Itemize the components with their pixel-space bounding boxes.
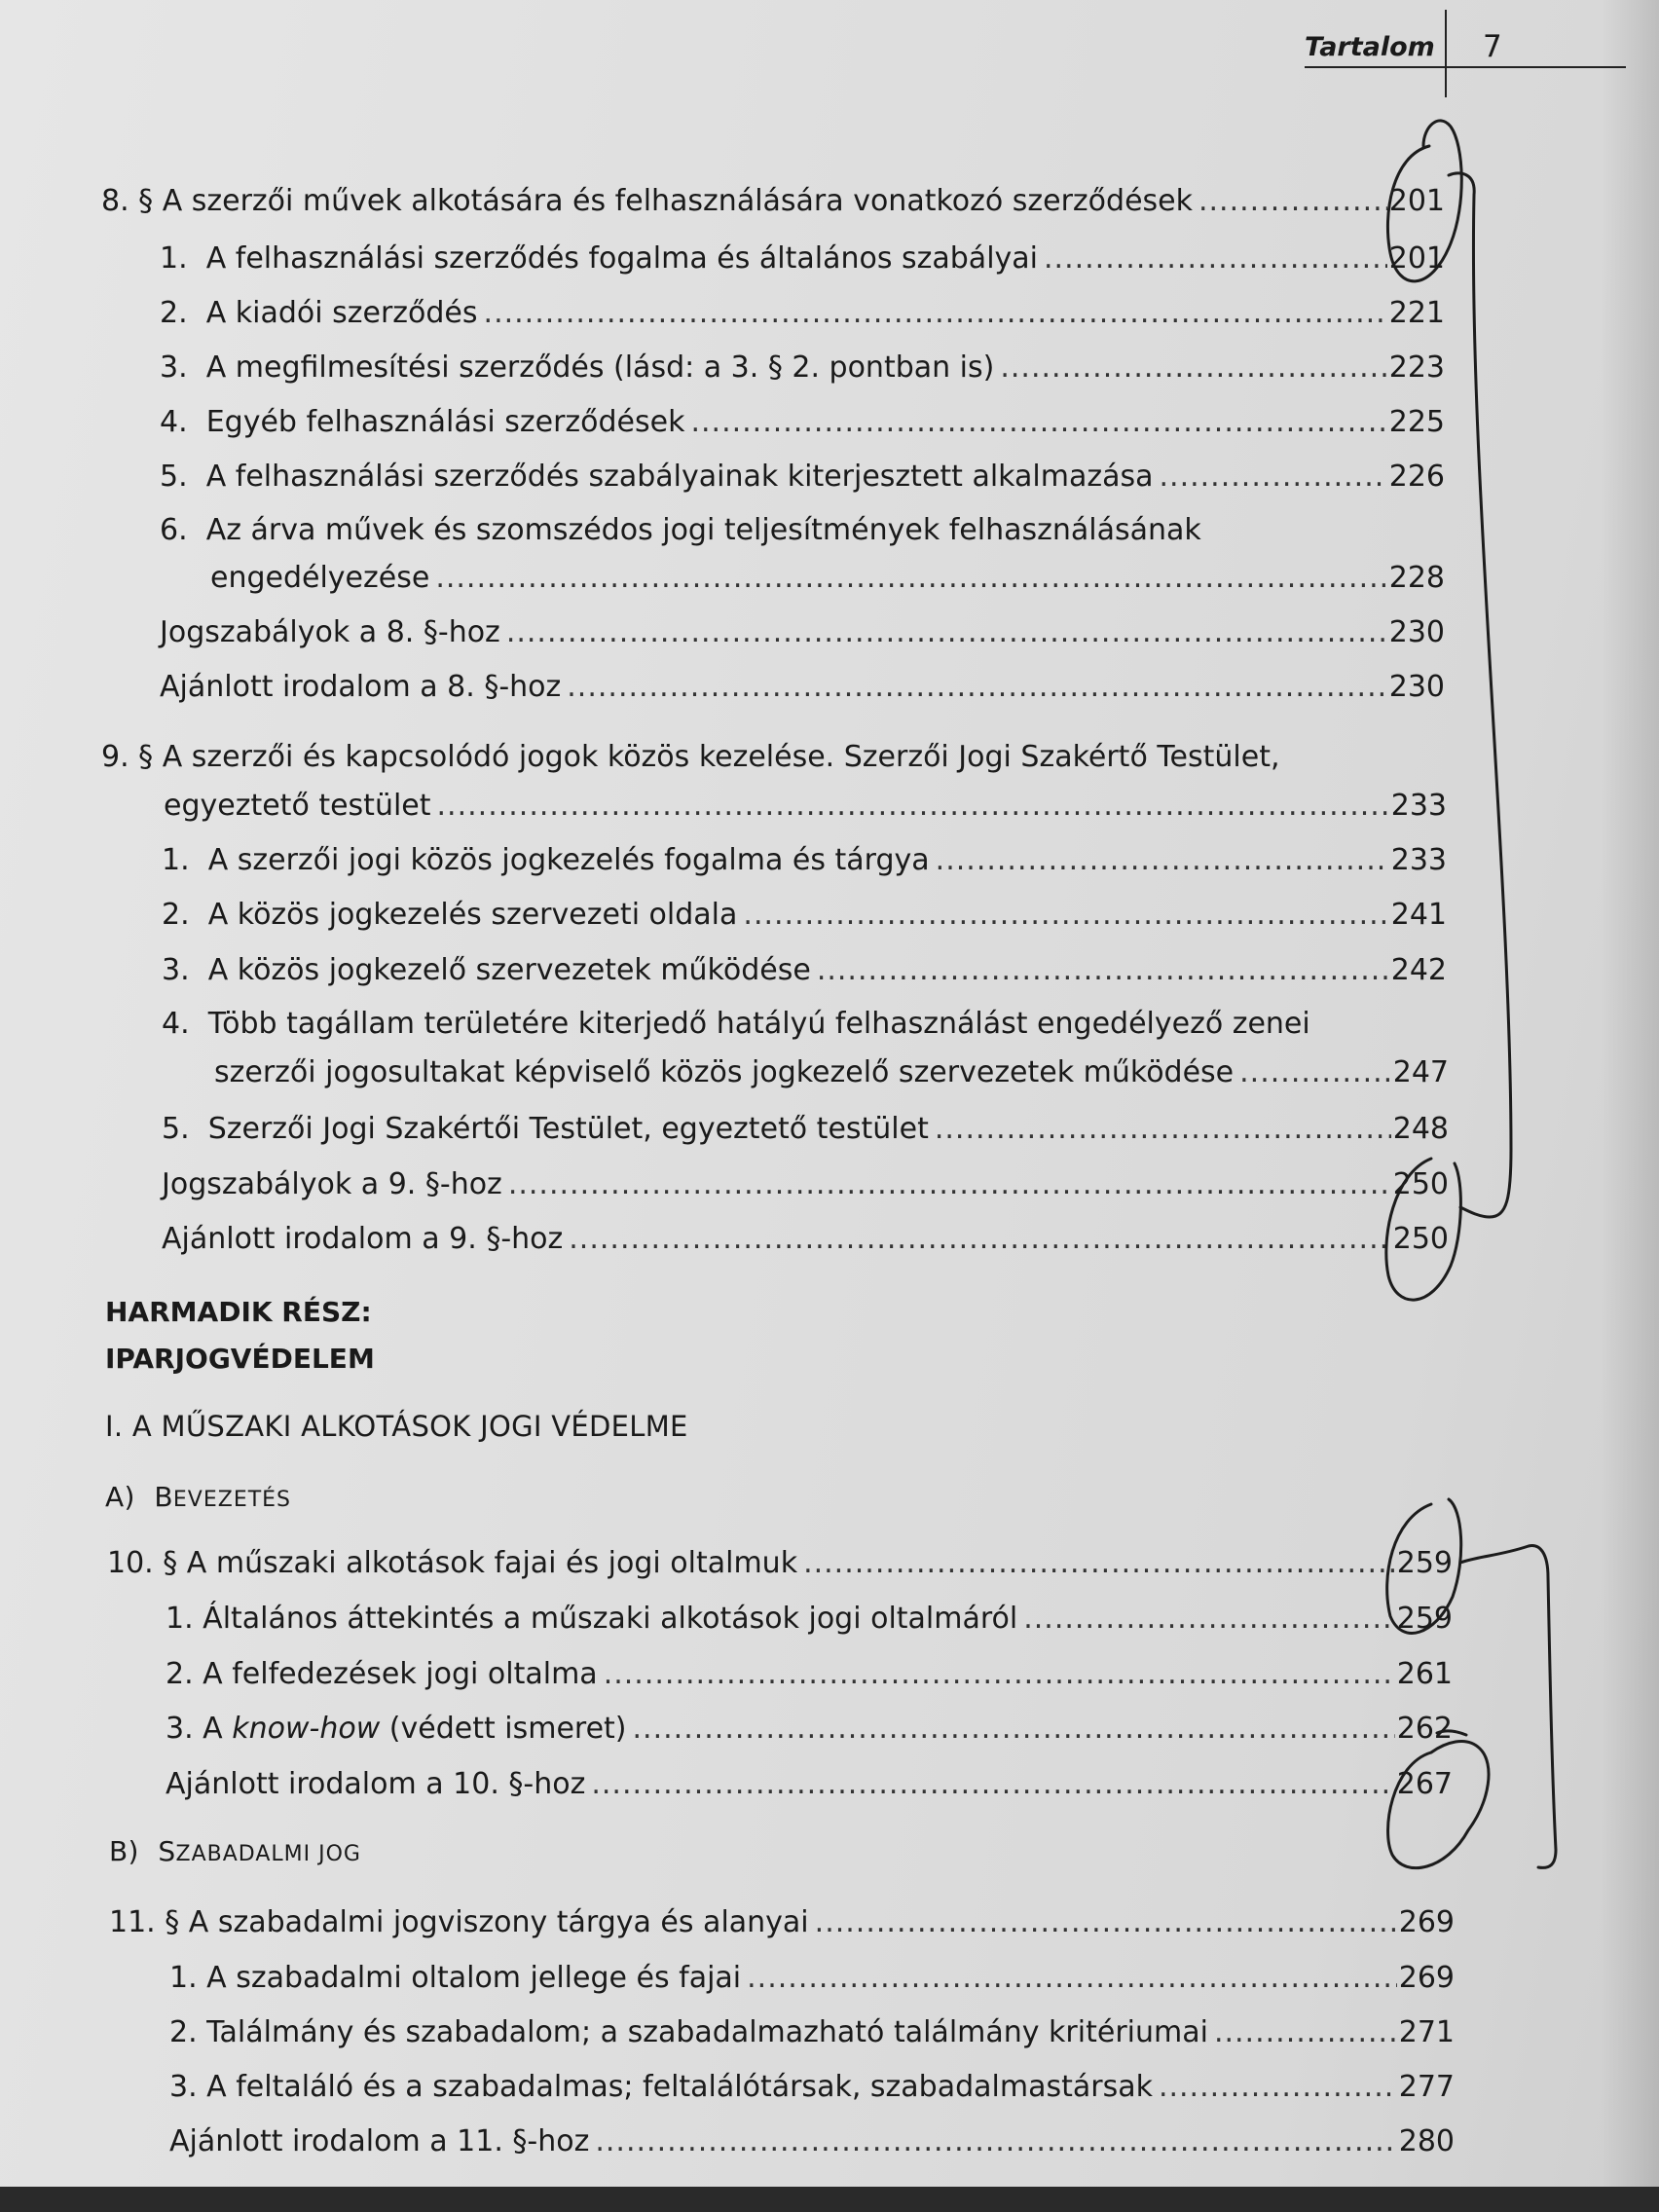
toc-page-number: 242	[1390, 953, 1447, 987]
toc-page-number: 228	[1388, 561, 1445, 595]
toc-page-number: 221	[1388, 296, 1445, 330]
toc-entry-10-2: 2. A felfedezések jogi oltalma ..... 261	[166, 1655, 1453, 1694]
toc-page-number: 277	[1398, 2070, 1455, 2104]
toc-entry-8-laws: Jogszabályok a 8. §-hoz ..... 230	[160, 613, 1445, 652]
toc-entry-10-1: 1. Általános áttekintés a műszaki alkotások jogi oltalmáról ..... 259	[166, 1600, 1453, 1639]
toc-page-number: 230	[1388, 670, 1445, 704]
toc-page-number: 262	[1396, 1712, 1453, 1746]
toc-entry-9-4-line1: 4. Több tagállam területére kiterjedő hatályú felhasználást engedélyező zenei	[162, 1007, 1310, 1041]
toc-page-number: 269	[1398, 1961, 1455, 1995]
toc-entry-8-6-line1: 6. Az árva művek és szomszédos jogi teljesítmények felhasználásának	[160, 513, 1201, 547]
toc-page-number: 225	[1388, 405, 1445, 439]
toc-page-number: 223	[1388, 350, 1445, 385]
toc-page-number: 233	[1390, 789, 1447, 823]
pen-circle-10-bottom-icon	[1388, 1741, 1489, 1867]
chapter-heading: I. A MŰSZAKI ALKOTÁSOK JOGI VÉDELME	[105, 1410, 688, 1443]
subsection-b-heading: B) SZABADALMI JOG	[109, 1835, 361, 1867]
toc-page-number: 267	[1396, 1767, 1453, 1801]
toc-entry-9-1: 1. A szerzői jogi közös jogkezelés fogalma és tárgya ..... 233	[162, 841, 1447, 880]
toc-entry-8-5: 5. A felhasználási szerződés szabályainak kiterjesztett alkalmazása ..... 226	[160, 458, 1445, 497]
toc-entry-10-3: 3. A know-how (védett ismeret) ..... 262	[166, 1710, 1453, 1749]
toc-entry-8-2: 2. A kiadói szerződés ..... 221	[160, 294, 1445, 333]
toc-page-number: 201	[1388, 241, 1445, 276]
pen-circle-10-top-icon	[1387, 1499, 1461, 1633]
toc-entry-9-laws: Jogszabályok a 9. §-hoz ..... 250	[162, 1165, 1449, 1204]
toc-page-number: 226	[1388, 460, 1445, 494]
toc-page-number: 259	[1396, 1546, 1453, 1580]
toc-entry-11-3: 3. A feltaláló és a szabadalmas; feltalálótársak, szabadalmastársak ..... 277	[169, 2068, 1455, 2107]
toc-page-number: 247	[1392, 1055, 1449, 1089]
toc-entry-8-literature: Ajánlott irodalom a 8. §-hoz ..... 230	[160, 668, 1445, 707]
scan-bottom-edge	[0, 2187, 1659, 2212]
toc-page-number: 271	[1398, 2015, 1455, 2049]
toc-entry-8-4: 4. Egyéb felhasználási szerződések ..... 225	[160, 403, 1445, 442]
toc-entry-9-literature: Ajánlott irodalom a 9. §-hoz ..... 250	[162, 1220, 1449, 1259]
toc-entry-11-literature: Ajánlott irodalom a 11. §-hoz ..... 280	[169, 2122, 1455, 2161]
toc-page-number: 201	[1388, 184, 1445, 218]
pen-bracket-top-icon	[1449, 173, 1511, 1217]
toc-entry-8-6: engedélyezése ..... 228	[210, 559, 1445, 598]
pen-circle-top-icon	[1387, 121, 1461, 281]
toc-page-number: 250	[1392, 1222, 1449, 1256]
toc-page-number: 241	[1390, 898, 1447, 932]
toc-entry-section-9-line1: 9. § A szerzői és kapcsolódó jogok közös kezelése. Szerzői Jogi Szakértő Testület,	[101, 740, 1280, 774]
toc-entry-8-3: 3. A megfilmesítési szerződés (lásd: a 3. § 2. pontban is) ..... 223	[160, 349, 1445, 387]
part-heading-line1: HARMADIK RÉSZ:	[105, 1296, 372, 1328]
toc-page-number: 269	[1398, 1905, 1455, 1939]
toc-entry-9-4: szerzői jogosultakat képviselő közös jogkezelő szervezetek működése ..... 247	[214, 1053, 1449, 1092]
subsection-a-heading: A) BEVEZETÉS	[105, 1481, 292, 1513]
toc-page-number: 261	[1396, 1657, 1453, 1691]
toc-page-number: 248	[1392, 1112, 1449, 1146]
toc-entry-section-11: 11. § A szabadalmi jogviszony tárgya és alanyai ..... 269	[109, 1903, 1455, 1942]
toc-entry-section-8: 8. § A szerzői művek alkotására és felhasználására vonatkozó szerződések ..... 201	[101, 182, 1445, 221]
part-heading-line2: IPARJOGVÉDELEM	[105, 1343, 375, 1375]
pen-tick-262-icon	[1437, 1731, 1466, 1735]
toc-entry-section-10: 10. § A műszaki alkotások fajai és jogi oltalmuk ..... 259	[107, 1544, 1453, 1583]
toc-page-number: 230	[1388, 615, 1445, 649]
header-title: Tartalom	[1305, 31, 1435, 62]
toc-page-number: 233	[1390, 843, 1447, 877]
toc-page-number: 280	[1398, 2124, 1455, 2158]
toc-entry-section-9: egyeztető testület ..... 233	[164, 787, 1447, 826]
toc-page-number: 259	[1396, 1602, 1453, 1636]
header-page-number: 7	[1483, 29, 1502, 64]
toc-entry-11-1: 1. A szabadalmi oltalom jellege és fajai ..... 269	[169, 1959, 1455, 1998]
toc-page-number: 250	[1392, 1167, 1449, 1201]
toc-entry-9-3: 3. A közös jogkezelő szervezetek működése ..... 242	[162, 951, 1447, 990]
pen-circle-middle-icon	[1386, 1159, 1461, 1300]
toc-entry-9-5: 5. Szerzői Jogi Szakértői Testület, egyeztető testület ..... 248	[162, 1110, 1449, 1149]
toc-entry-8-1: 1. A felhasználási szerződés fogalma és általános szabályai ..... 201	[160, 240, 1445, 278]
toc-entry-9-2: 2. A közös jogkezelés szervezeti oldala ..... 241	[162, 896, 1447, 935]
toc-entry-10-literature: Ajánlott irodalom a 10. §-hoz ..... 267	[166, 1765, 1453, 1804]
toc-entry-11-2: 2. Találmány és szabadalom; a szabadalmazható találmány kritériumai ..... 271	[169, 2013, 1455, 2052]
